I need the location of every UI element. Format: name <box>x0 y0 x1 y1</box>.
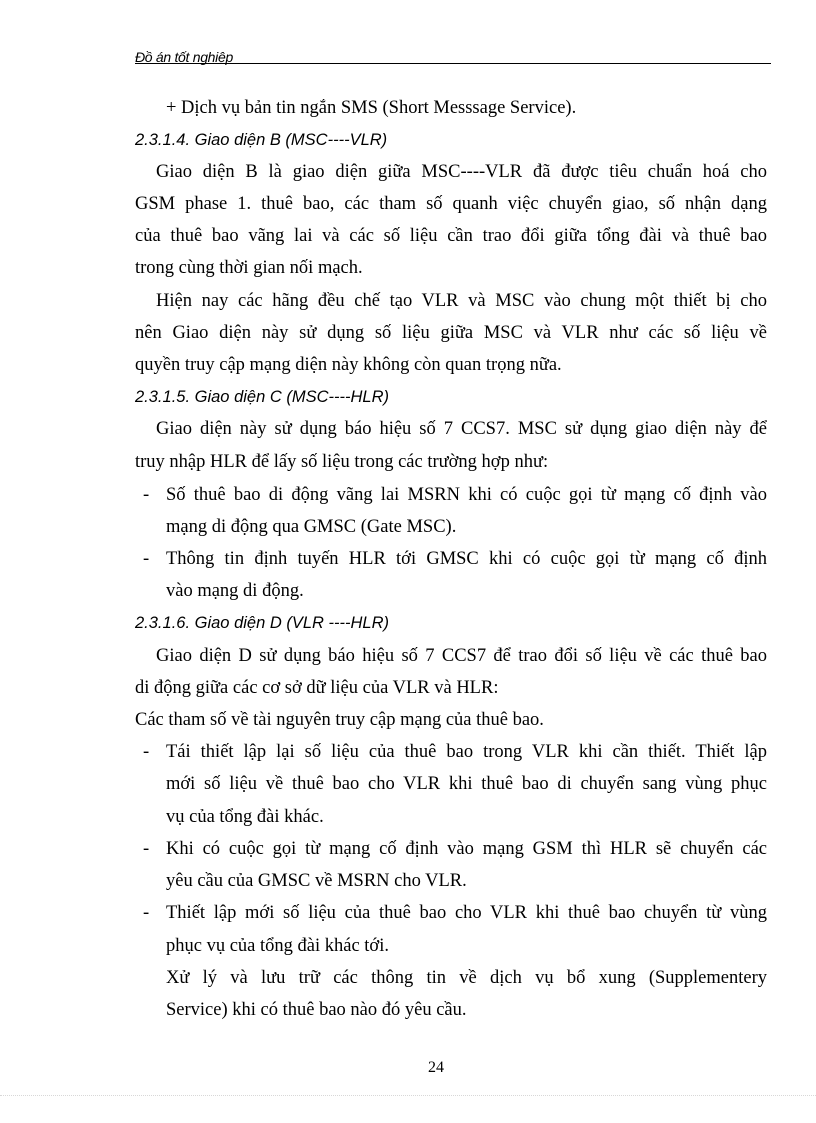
list-item-line: Số thuê bao di động vãng lai MSRN khi có cuộc gọi từ mạng cố định vào <box>166 485 767 505</box>
footer-divider <box>0 1095 816 1096</box>
paragraph-line: Giao diện B là giao diện giữa MSC----VLR đã được tiêu chuẩn hoá cho <box>156 162 767 182</box>
list-item-line: mạng di động qua GMSC (Gate MSC). <box>166 517 457 537</box>
list-item-line: vào mạng di động. <box>166 581 304 601</box>
list-item-line: Service) khi có thuê bao nào đó yêu cầu. <box>166 1000 467 1020</box>
bullet-dash: - <box>143 549 150 569</box>
bullet-dash: - <box>143 485 150 505</box>
bullet-dash: - <box>143 903 150 923</box>
paragraph-line: nên Giao diện này sử dụng số liệu giữa MSC và VLR như các số liệu về <box>135 323 767 343</box>
list-item-line: vụ của tổng đài khác. <box>166 807 324 827</box>
list-item-line: Tái thiết lập lại số liệu của thuê bao trong VLR khi cần thiết. Thiết lập <box>166 742 767 762</box>
section-heading-b: 2.3.1.4. Giao diện B (MSC----VLR) <box>135 131 388 149</box>
list-item-line: yêu cầu của GMSC về MSRN cho VLR. <box>166 871 467 891</box>
paragraph-line: trong cùng thời gian nối mạch. <box>135 258 363 278</box>
section-heading-d: 2.3.1.6. Giao diện D (VLR ----HLR) <box>135 614 390 632</box>
page-number: 24 <box>428 1059 444 1076</box>
list-item-line: Khi có cuộc gọi từ mạng cố định vào mạng GSM thì HLR sẽ chuyển các <box>166 839 767 859</box>
paragraph-line: di động giữa các cơ sở dữ liệu của VLR và HLR: <box>135 678 499 698</box>
paragraph-line: Giao diện D sử dụng báo hiệu số 7 CCS7 để trao đổi số liệu về các thuê bao <box>156 646 767 666</box>
list-item-line: Xử lý và lưu trữ các thông tin về dịch vụ bổ xung (Supplementery <box>166 968 767 988</box>
list-item-line: mới số liệu về thuê bao cho VLR khi thuê bao di chuyển sang vùng phục <box>166 774 767 794</box>
paragraph-line: của thuê bao vãng lai và các số liệu cần trao đổi giữa tổng đài và thuê bao <box>135 226 767 246</box>
paragraph-line: quyền truy cập mạng diện này không còn quan trọng nữa. <box>135 355 562 375</box>
paragraph-line: GSM phase 1. thuê bao, các tham số quanh việc chuyển giao, số nhận dạng <box>135 194 767 214</box>
paragraph-line: Các tham số về tài nguyên truy cập mạng của thuê bao. <box>135 710 544 730</box>
bullet-dash: - <box>143 839 150 859</box>
list-item-line: Thông tin định tuyến HLR tới GMSC khi có cuộc gọi từ mạng cố định <box>166 549 767 569</box>
bullet-dash: - <box>143 742 150 762</box>
paragraph-line: Giao diện này sử dụng báo hiệu số 7 CCS7. MSC sử dụng giao diện này để <box>156 419 767 439</box>
page-header: Đồ án tốt nghiệp <box>135 49 233 65</box>
list-item-line: phục vụ của tổng đài khác tới. <box>166 936 389 956</box>
sms-service-item: + Dịch vụ bản tin ngắn SMS (Short Messsage Service). <box>166 98 577 118</box>
paragraph-line: truy nhập HLR để lấy số liệu trong các trường hợp như: <box>135 452 549 472</box>
header-divider <box>135 63 771 64</box>
list-item-line: Thiết lập mới số liệu của thuê bao cho VLR khi thuê bao chuyển từ vùng <box>166 903 767 923</box>
paragraph-line: Hiện nay các hãng đều chế tạo VLR và MSC vào chung một thiết bị cho <box>156 291 767 311</box>
section-heading-c: 2.3.1.5. Giao diện C (MSC----HLR) <box>135 388 389 406</box>
